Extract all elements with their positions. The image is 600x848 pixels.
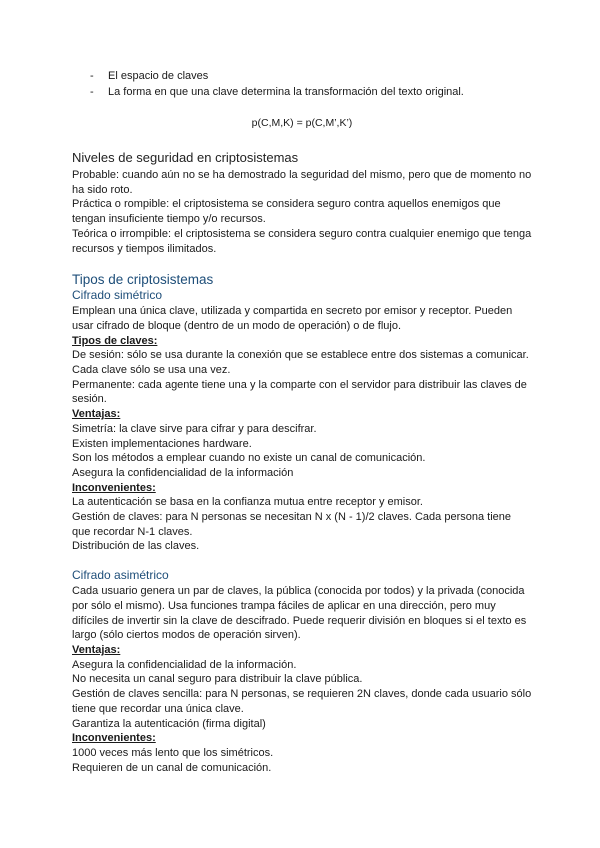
security-heading: Niveles de seguridad en criptosistemas — [72, 150, 299, 165]
paragraph: Asegura la confidencialidad de la información — [72, 466, 294, 479]
paragraph: Probable: cuando aún no se ha demostrado la seguridad del mismo, pero que de momento no ha sido roto. — [72, 169, 532, 196]
list-item: - La forma en que una clave determina la transformación del texto original. — [90, 86, 464, 98]
paragraph: 1000 veces más lento que los simétricos. — [72, 746, 274, 759]
paragraph: Garantiza la autenticación (firma digital) — [72, 717, 266, 730]
keys-heading: Tipos de claves: — [72, 334, 158, 347]
paragraph: De sesión: sólo se usa durante la conexión que se establece entre dos sistemas a comunicar. Cada clave sólo se usa una vez. — [72, 349, 529, 377]
paragraph: Simetría: la clave sirve para cifrar y para descifrar. — [72, 422, 317, 435]
list-item: - El espacio de claves — [90, 70, 209, 82]
paragraph: Gestión de claves sencilla: para N personas, se requieren 2N claves, donde cada usuario sólo tiene que recordar una única clave. — [72, 688, 532, 715]
document-page — [72, 68, 532, 775]
paragraph: Gestión de claves: para N personas se necesitan N x (N - 1)/2 claves. Cada persona tiene que recordar N-1 claves. — [72, 511, 512, 538]
paragraph: Requieren de un canal de comunicación. — [72, 761, 272, 774]
asymmetric-heading: Cifrado asimétrico — [72, 568, 169, 583]
bullet-list — [72, 68, 532, 100]
paragraph: Teórica o irrompible: el criptosistema se considera seguro contra cualquier enemigo que tenga recursos y tiempos ilimitados. — [72, 227, 532, 255]
paragraph: Distribución de las claves. — [72, 540, 200, 553]
paragraph: Existen implementaciones hardware. — [72, 437, 252, 450]
paragraph: La autenticación se basa en la confianza mutua entre receptor y emisor. — [72, 496, 423, 509]
advantages-heading: Ventajas: — [72, 408, 121, 421]
types-heading: Tipos de criptosistemas — [72, 272, 214, 288]
symmetric-heading: Cifrado simétrico — [72, 288, 163, 303]
paragraph: Asegura la confidencialidad de la información. — [72, 658, 297, 671]
disadvantages-heading: Inconvenientes: — [72, 481, 156, 494]
paragraph: Cada usuario genera un par de claves, la pública (conocida por todos) y la privada (conocida por sólo el mismo). Usa funciones trampa fáciles de aplicar en una dirección, pero muy difíciles de invertir sin la clave de descifrado. Puede requerir división en bloques si el texto es largo (sólo ciertos modos de operación sirven). — [72, 585, 527, 642]
advantages-heading: Ventajas: — [72, 643, 121, 656]
paragraph: No necesita un canal seguro para distribuir la clave pública. — [72, 673, 363, 686]
paragraph: Emplean una única clave, utilizada y compartida en secreto por emisor y receptor. Pueden usar cifrado de bloque (dentro de un modo de operación) o de flujo. — [72, 305, 513, 332]
paragraph: Práctica o rompible: el criptosistema se considera seguro contra aquellos enemigos que tengan insuficiente tiempo y/o recursos. — [72, 198, 501, 226]
disadvantages-heading: Inconvenientes: — [72, 732, 156, 745]
formula: p(C,M,K) = p(C,M’,K’) — [251, 117, 353, 129]
paragraph: Permanente: cada agente tiene una y la comparte con el servidor para distribuir las claves de sesión. — [72, 378, 527, 406]
paragraph: Son los métodos a emplear cuando no existe un canal de comunicación. — [72, 452, 426, 465]
